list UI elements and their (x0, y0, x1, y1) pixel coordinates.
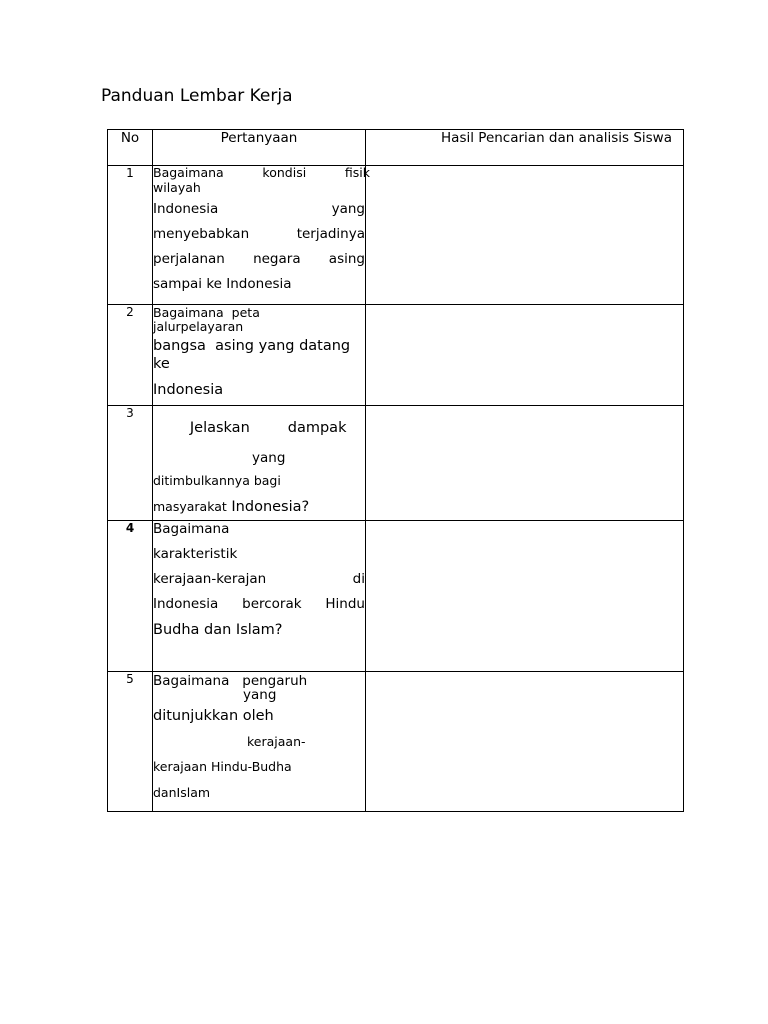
table-row (108, 672, 684, 812)
row-number: 1 (108, 166, 153, 305)
question-cell: Bagaimana peta jalurpelayaran bangsa asing yang datang ke Indonesia (153, 305, 366, 406)
page-title: Panduan Lembar Kerja (101, 86, 293, 106)
row-number: 4 (108, 521, 153, 672)
row-number: 5 (108, 672, 153, 812)
table-row (108, 166, 684, 305)
answer-cell[interactable] (366, 406, 684, 521)
answer-cell[interactable] (366, 166, 684, 305)
header-question: Pertanyaan (153, 130, 366, 166)
table-row (108, 305, 684, 406)
row-number: 3 (108, 406, 153, 521)
answer-cell[interactable] (366, 521, 684, 672)
question-cell: Bagaimana kondisi fisik wilayah Indonesia yang menyebabkan terjadinya perjalanan negara asing sampai ke Indonesia (153, 166, 366, 305)
header-no: No (108, 130, 153, 166)
question-cell: Bagaimana pengaruh yang ditunjukkan oleh kerajaan- kerajaan Hindu-Budha danIslam (153, 672, 366, 812)
header-row (108, 130, 684, 166)
answer-cell[interactable] (366, 672, 684, 812)
table-row (108, 521, 684, 672)
worksheet-table (107, 129, 684, 812)
table-row (108, 406, 684, 521)
header-answer: Hasil Pencarian dan analisis Siswa (366, 130, 684, 166)
question-cell: Bagaimana karakteristik kerajaan-kerajan di Indonesia bercorak Hindu Budha dan Islam? (153, 521, 366, 672)
row-number: 2 (108, 305, 153, 406)
answer-cell[interactable] (366, 305, 684, 406)
question-cell: Jelaskan dampak yang ditimbulkannya bagi masyarakat Indonesia? (153, 406, 366, 521)
